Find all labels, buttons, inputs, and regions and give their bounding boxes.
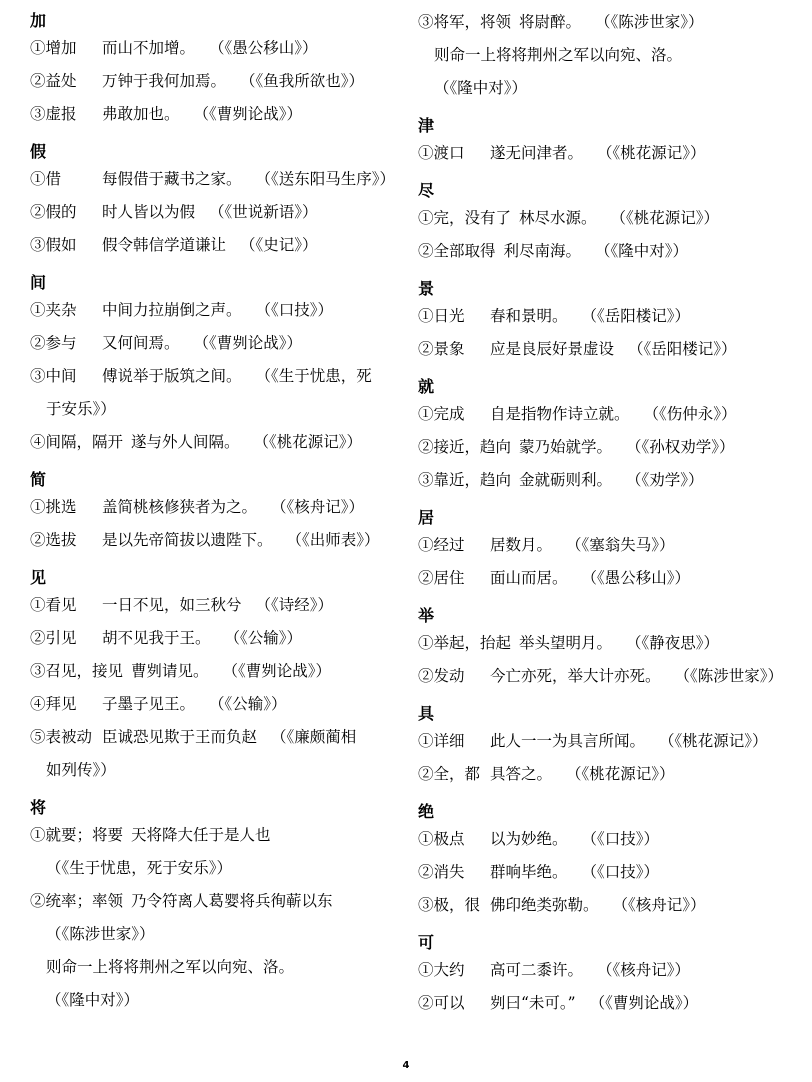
source-citation: （《隆中对》） (595, 242, 689, 260)
example-sentence: 金就砺则利。 (519, 471, 613, 489)
definition-line (30, 65, 412, 98)
example-sentence: 此人一一为具言所闻。 (490, 732, 646, 750)
source-citation: （《桃花源记》） (659, 732, 768, 750)
word-entry (30, 10, 412, 131)
sense-label: ①增加 (30, 39, 77, 57)
source-citation: （《曹刿论战》） (589, 994, 699, 1012)
example-sentence: 又何间焉。 (102, 334, 180, 352)
word-entry (418, 801, 800, 922)
example-sentence: 利尽南海。 (503, 242, 582, 260)
definition-line (30, 885, 412, 918)
source-citation: （《公输》） (224, 629, 303, 647)
word-entry (30, 797, 412, 1017)
entry-headword: 可 (418, 933, 435, 952)
sense-label: ②可以 (418, 994, 465, 1012)
source-citation: （《岳阳楼记》） (628, 340, 737, 358)
example-sentence: 以为妙绝。 (490, 830, 568, 848)
source-citation: （《出师表》） (286, 531, 380, 549)
sense-label: ①极点 (418, 830, 465, 848)
definition-line (30, 951, 412, 984)
sense-label: ②发动 (418, 667, 465, 685)
definition-line (30, 360, 412, 393)
definition-line (418, 823, 800, 856)
definition-line (418, 235, 800, 268)
definition-line (30, 426, 412, 459)
definition-line (418, 464, 800, 497)
example-sentence: 万钟于我何加焉。 (102, 72, 227, 90)
example-sentence: 假令韩信学道谦让 (102, 236, 227, 254)
example-sentence: 自是指物作诗立就。 (490, 405, 630, 423)
sense-label: ②全，都 (418, 765, 481, 783)
sense-label: ①经过 (418, 536, 465, 554)
example-sentence: 刿曰“未可。” (490, 994, 576, 1012)
right-column (418, 6, 800, 1030)
example-sentence: （《隆中对》） (46, 991, 140, 1009)
source-citation: （《口技》） (581, 830, 660, 848)
entry-headword: 津 (418, 116, 435, 135)
example-sentence: 应是良辰好景虚设 (490, 340, 615, 358)
definition-line (418, 431, 800, 464)
example-sentence: 而山不加增。 (102, 39, 196, 57)
definition-line (30, 294, 412, 327)
word-entry (418, 278, 800, 366)
source-citation: （《廉颇蔺相 (271, 728, 357, 746)
source-citation: （《陈涉世家》） (595, 13, 704, 31)
source-citation: （《桃花源记》） (253, 433, 363, 451)
definition-line (418, 72, 800, 105)
entry-headword: 加 (30, 11, 47, 30)
definition-line (30, 688, 412, 721)
sense-label: ②统率；率领 (30, 892, 124, 910)
example-sentence: 臣诚恐见欺于王而负赵 (102, 728, 258, 746)
sense-label: ①挑选 (30, 498, 77, 516)
source-citation: （《鱼我所欲也》） (240, 72, 365, 90)
source-citation: （《生于忧患，死 (255, 367, 372, 385)
source-citation: （《核舟记》） (271, 498, 365, 516)
entry-headword: 尽 (418, 181, 435, 200)
definition-line (30, 229, 412, 262)
word-entry (30, 141, 412, 262)
definition-line (30, 589, 412, 622)
source-citation: （《核舟记》） (597, 961, 691, 979)
sense-label: ②益处 (30, 72, 77, 90)
sense-label: ④间隔，隔开 (30, 433, 124, 451)
entry-headword: 将 (30, 798, 47, 817)
left-column (30, 6, 412, 1027)
word-entry (418, 507, 800, 595)
definition-line (30, 163, 412, 196)
source-citation: （《孙权劝学》） (626, 438, 735, 456)
source-citation: （《岳阳楼记》） (581, 307, 691, 325)
source-citation: （《愚公移山》） (209, 39, 318, 57)
sense-label: ①大约 (418, 961, 465, 979)
word-entry (30, 272, 412, 459)
example-sentence: 曹刿请见。 (131, 662, 209, 680)
definition-line (418, 660, 800, 693)
example-sentence: 胡不见我于王。 (102, 629, 211, 647)
example-sentence: 时人皆以为假 (102, 203, 196, 221)
example-sentence: 一日不见，如三秋兮 (102, 596, 242, 614)
word-entry (30, 567, 412, 787)
definition-line (418, 137, 800, 170)
sense-label: ①完成 (418, 405, 465, 423)
definition-line (30, 524, 412, 557)
source-citation: （《诗经》） (255, 596, 334, 614)
source-citation: （《桃花源记》） (566, 765, 675, 783)
word-entry (418, 6, 800, 105)
entry-headword: 简 (30, 470, 47, 489)
entry-headword: 举 (418, 606, 435, 625)
definition-line (30, 98, 412, 131)
definition-line (30, 393, 412, 426)
definition-line (418, 333, 800, 366)
definition-line (418, 627, 800, 660)
sense-label: ①看见 (30, 596, 77, 614)
example-sentence: 如列传》） (46, 761, 116, 779)
example-sentence: 则命一上将将荆州之军以向宛、洛。 (434, 46, 683, 64)
sense-label: ②居住 (418, 569, 465, 587)
sense-label: ③极，很 (418, 896, 481, 914)
source-citation: （《伤仲永》） (643, 405, 737, 423)
example-sentence: 每假借于藏书之家。 (102, 170, 242, 188)
example-sentence: 子墨子见王。 (102, 695, 196, 713)
definition-line (30, 984, 412, 1017)
definition-line (418, 725, 800, 758)
example-sentence: 乃令符离人葛婴将兵徇蕲以东 (131, 892, 333, 910)
example-sentence: 天将降大任于是人也 (131, 826, 271, 844)
definition-line (30, 819, 412, 852)
sense-label: ②全部取得 (418, 242, 496, 260)
sense-label: ②参与 (30, 334, 77, 352)
example-sentence: 盖简桃核修狭者为之。 (102, 498, 258, 516)
definition-line (30, 327, 412, 360)
definition-line (418, 300, 800, 333)
definition-line (30, 918, 412, 951)
sense-label: ②消失 (418, 863, 465, 881)
example-sentence: 于安乐》） (46, 400, 116, 418)
definition-line (418, 202, 800, 235)
entry-headword: 就 (418, 377, 435, 396)
example-sentence: 则命一上将将荆州之军以向宛、洛。 (46, 958, 295, 976)
entry-headword: 假 (30, 142, 47, 161)
sense-label: ①夹杂 (30, 301, 77, 319)
sense-label: ①详细 (418, 732, 465, 750)
source-citation: （《口技》） (581, 863, 660, 881)
definition-line (30, 32, 412, 65)
example-sentence: （《隆中对》） (434, 79, 528, 97)
source-citation: （《陈涉世家》） (674, 667, 784, 685)
source-citation: （《曹刿论战》） (193, 105, 303, 123)
sense-label: ⑤表被动 (30, 728, 93, 746)
example-sentence: 今亡亦死，举大计亦死。 (490, 667, 661, 685)
entry-headword: 间 (30, 273, 47, 292)
word-entry (418, 376, 800, 497)
example-sentence: （《陈涉世家》） (46, 925, 155, 943)
word-entry (418, 115, 800, 170)
example-sentence: 林尽水源。 (519, 209, 597, 227)
source-citation: （《曹刿论战》） (222, 662, 332, 680)
sense-label: ②景象 (418, 340, 465, 358)
source-citation: （《世说新语》） (209, 203, 318, 221)
entry-headword: 居 (418, 508, 435, 527)
entry-headword: 绝 (418, 802, 435, 821)
sense-label: ②接近，趋向 (418, 438, 512, 456)
example-sentence: 面山而居。 (490, 569, 568, 587)
word-entry (418, 932, 800, 1020)
definition-line (30, 754, 412, 787)
example-sentence: 将尉醉。 (519, 13, 582, 31)
example-sentence: 春和景明。 (490, 307, 568, 325)
source-citation: （《桃花源记》） (610, 209, 720, 227)
definition-line (418, 987, 800, 1020)
definition-line (418, 562, 800, 595)
source-citation: （《送东阳马生序》） (255, 170, 396, 188)
sense-label: ①举起，抬起 (418, 634, 512, 652)
sense-label: ②假的 (30, 203, 77, 221)
entry-headword: 具 (418, 704, 435, 723)
sense-label: ①渡口 (418, 144, 465, 162)
source-citation: （《核舟记》） (612, 896, 706, 914)
sense-label: ③将军，将领 (418, 13, 512, 31)
definition-line (418, 529, 800, 562)
definition-line (418, 39, 800, 72)
example-sentence: 举头望明月。 (519, 634, 613, 652)
sense-label: ①日光 (418, 307, 465, 325)
source-citation: （《桃花源记》） (597, 144, 706, 162)
example-sentence: （《生于忧患，死于安乐》） (46, 859, 233, 877)
definition-line (30, 491, 412, 524)
word-entry (30, 469, 412, 557)
definition-line (418, 758, 800, 791)
sense-label: ①完，没有了 (418, 209, 512, 227)
example-sentence: 遂与外人间隔。 (131, 433, 240, 451)
definition-line (30, 622, 412, 655)
sense-label: ①就要；将要 (30, 826, 124, 844)
example-sentence: 蒙乃始就学。 (519, 438, 613, 456)
source-citation: （《口技》） (255, 301, 334, 319)
example-sentence: 具答之。 (490, 765, 553, 783)
example-sentence: 群响毕绝。 (490, 863, 568, 881)
source-citation: （《愚公移山》） (581, 569, 691, 587)
source-citation: （《史记》） (240, 236, 318, 254)
definition-line (418, 856, 800, 889)
word-entry (418, 703, 800, 791)
source-citation: （《劝学》） (626, 471, 704, 489)
sense-label: ①借 (30, 170, 62, 188)
sense-label: ③虚报 (30, 105, 77, 123)
example-sentence: 是以先帝简拔以遗陛下。 (102, 531, 273, 549)
word-entry (418, 180, 800, 268)
example-sentence: 高可二黍许。 (490, 961, 584, 979)
definition-line (418, 6, 800, 39)
sense-label: ③中间 (30, 367, 77, 385)
source-citation: （《静夜思》） (626, 634, 720, 652)
definition-line (30, 852, 412, 885)
definition-line (30, 721, 412, 754)
sense-label: ③假如 (30, 236, 77, 254)
definition-line (418, 954, 800, 987)
example-sentence: 佛印绝类弥勒。 (490, 896, 599, 914)
example-sentence: 居数月。 (490, 536, 553, 554)
sense-label: ②选拔 (30, 531, 77, 549)
sense-label: ④拜见 (30, 695, 77, 713)
entry-headword: 景 (418, 279, 435, 298)
source-citation: （《塞翁失马》） (566, 536, 675, 554)
definition-line (30, 196, 412, 229)
source-citation: （《公输》） (209, 695, 287, 713)
example-sentence: 傅说举于版筑之间。 (102, 367, 242, 385)
source-citation: （《曹刿论战》） (193, 334, 303, 352)
example-sentence: 中间力拉崩倒之声。 (102, 301, 242, 319)
entry-headword: 见 (30, 568, 47, 587)
page-number: 4 (402, 1060, 410, 1071)
sense-label: ②引见 (30, 629, 77, 647)
word-entry (418, 605, 800, 693)
sense-label: ③靠近，趋向 (418, 471, 512, 489)
sense-label: ③召见，接见 (30, 662, 124, 680)
definition-line (418, 889, 800, 922)
definition-line (30, 655, 412, 688)
example-sentence: 弗敢加也。 (102, 105, 180, 123)
example-sentence: 遂无问津者。 (490, 144, 584, 162)
definition-line (418, 398, 800, 431)
